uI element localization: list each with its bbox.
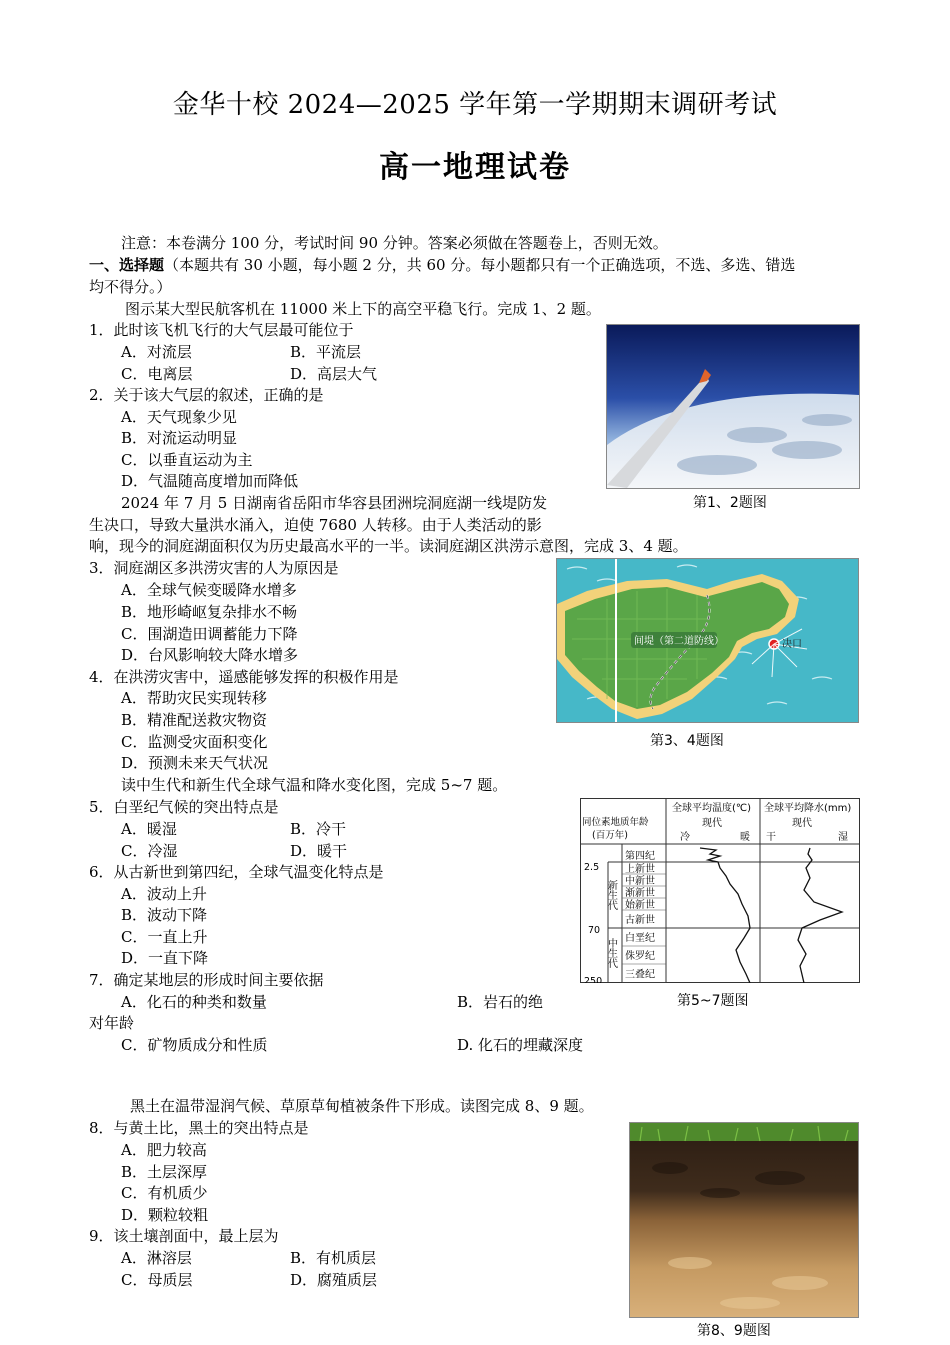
q4-option-a: A．帮助灾民实现转移 bbox=[121, 689, 267, 707]
caption-fig34: 第3、4题图 bbox=[650, 733, 724, 749]
flood-map bbox=[556, 558, 859, 723]
q7-option-a: A．化石的种类和数量 bbox=[121, 993, 267, 1011]
temp-now-label: 现代 bbox=[702, 818, 722, 829]
q8-option-c: C．有机质少 bbox=[121, 1184, 208, 1202]
era-cenozoic: 新生代 bbox=[605, 880, 617, 910]
era-mesozoic: 中生代 bbox=[605, 938, 617, 968]
tick-2-5: 2.5 bbox=[584, 862, 600, 873]
intro-q3-4-l2: 生决口，导致大量洪水涌入，迫使 7680 人转移。由于人类活动的影 bbox=[89, 516, 542, 534]
strata-climate-chart bbox=[580, 798, 860, 983]
q7-option-d: D. 化石的埋藏深度 bbox=[457, 1036, 584, 1054]
q8-stem: 8．与黄土比，黑土的突出特点是 bbox=[89, 1119, 309, 1137]
levee-label: 间堤（第二道防线） bbox=[634, 636, 724, 647]
period-label: 上新世 bbox=[625, 864, 655, 875]
intro-q3-4-l3: 响，现今的洞庭湖面积仅为历史最高水平的一半。读洞庭湖区洪涝示意图，完成 3、4 题。 bbox=[89, 537, 688, 555]
section-heading: 一、选择题 bbox=[89, 256, 165, 274]
cold-label: 冷 bbox=[680, 832, 690, 843]
q9-option-d: D．腐殖质层 bbox=[290, 1271, 378, 1289]
q7-stem: 7．确定某地层的形成时间主要依据 bbox=[89, 971, 324, 989]
section-heading-line bbox=[89, 255, 795, 277]
wet-label: 湿 bbox=[838, 832, 848, 843]
tick-250: 250 bbox=[584, 976, 603, 983]
section-desc-cont: 均不得分。） bbox=[89, 278, 172, 296]
caption-fig89: 第8、9题图 bbox=[697, 1323, 771, 1339]
rain-header: 全球平均降水(mm) bbox=[764, 803, 852, 814]
q9-option-b: B．有机质层 bbox=[290, 1249, 377, 1267]
warm-label: 暖 bbox=[740, 832, 750, 843]
q5-option-b: B．冷干 bbox=[290, 820, 347, 838]
q4-stem: 4．在洪涝灾害中，遥感能够发挥的积极作用是 bbox=[89, 668, 399, 686]
exam-subtitle: 高一地理试卷 bbox=[379, 150, 571, 185]
q4-option-c: C．监测受灾面积变化 bbox=[121, 733, 268, 751]
q6-stem: 6．从古新世到第四纪，全球气温变化特点是 bbox=[89, 863, 384, 881]
q3-option-c: C．围湖造田调蓄能力下降 bbox=[121, 625, 298, 643]
soil-profile-photo bbox=[629, 1122, 859, 1318]
rain-now-label: 现代 bbox=[792, 818, 812, 829]
q3-option-b: B．地形崎岖复杂排水不畅 bbox=[121, 603, 298, 621]
notice: 注意：本卷满分 100 分，考试时间 90 分钟。答案必须做在答题卷上，否则无效。 bbox=[121, 234, 668, 252]
q4-option-b: B．精准配送救灾物资 bbox=[121, 711, 268, 729]
breach-label: 决口 bbox=[782, 639, 802, 650]
q1-stem: 1．此时该飞机飞行的大气层最可能位于 bbox=[89, 321, 354, 339]
q2-stem: 2．关于该大气层的叙述，正确的是 bbox=[89, 386, 324, 404]
q2-option-a: A．天气现象少见 bbox=[121, 408, 237, 426]
q3-option-a: A．全球气候变暖降水增多 bbox=[121, 581, 297, 599]
q7-option-c: C．矿物质成分和性质 bbox=[121, 1036, 268, 1054]
period-label: 渐新世 bbox=[625, 888, 655, 899]
period-label: 三叠纪 bbox=[625, 969, 655, 981]
period-label: 始新世 bbox=[625, 900, 655, 911]
section-desc: （本题共有 30 小题，每小题 2 分，共 60 分。每小题都只有一个正确选项，不选、多选、错选 bbox=[164, 256, 796, 274]
intro-q3-4-l1: 2024 年 7 月 5 日湖南省岳阳市华容县团洲垸洞庭湖一线堤防发 bbox=[121, 494, 548, 512]
q5-option-a: A．暖湿 bbox=[121, 820, 177, 838]
temp-header: 全球平均温度(℃) bbox=[672, 803, 752, 814]
q2-option-c: C．以垂直运动为主 bbox=[121, 451, 253, 469]
q2-option-b: B．对流运动明显 bbox=[121, 429, 238, 447]
q5-option-d: D．暖干 bbox=[290, 842, 348, 860]
intro-q5-7: 读中生代和新生代全球气温和降水变化图，完成 5~7 题。 bbox=[121, 776, 508, 794]
caption-fig12: 第1、2题图 bbox=[693, 495, 767, 511]
q7-option-b-cont: 对年龄 bbox=[89, 1014, 135, 1032]
period-label: 第四纪 bbox=[625, 851, 655, 862]
q1-option-c: C．电离层 bbox=[121, 365, 193, 383]
q3-stem: 3．洞庭湖区多洪涝灾害的人为原因是 bbox=[89, 559, 339, 577]
q9-option-a: A．淋溶层 bbox=[121, 1249, 192, 1267]
age-header: 同位素地质年龄 bbox=[582, 817, 649, 828]
q4-option-d: D．预测未来天气状况 bbox=[121, 754, 269, 772]
q1-option-d: D．高层大气 bbox=[290, 365, 378, 383]
period-label: 白垩纪 bbox=[625, 933, 655, 944]
caption-fig57: 第5~7题图 bbox=[677, 993, 749, 1009]
q1-option-a: A．对流层 bbox=[121, 343, 192, 361]
q6-option-d: D．一直下降 bbox=[121, 949, 209, 967]
q6-option-c: C．一直上升 bbox=[121, 928, 208, 946]
period-label: 中新世 bbox=[625, 876, 655, 887]
period-label: 侏罗纪 bbox=[625, 951, 655, 962]
dry-label: 干 bbox=[766, 832, 776, 843]
q5-option-c: C．冷湿 bbox=[121, 842, 178, 860]
exam-title: 金华十校 2024—2025 学年第一学期期末调研考试 bbox=[172, 90, 778, 120]
age-unit: (百万年) bbox=[592, 830, 628, 841]
q9-stem: 9．该土壤剖面中，最上层为 bbox=[89, 1227, 279, 1245]
tick-70: 70 bbox=[588, 925, 601, 936]
q6-option-b: B．波动下降 bbox=[121, 906, 208, 924]
airplane-photo bbox=[606, 324, 860, 489]
q1-option-b: B．平流层 bbox=[290, 343, 362, 361]
period-label: 古新世 bbox=[625, 915, 655, 926]
intro-q8-9: 黑土在温带湿润气候、草原草甸植被条件下形成。读图完成 8、9 题。 bbox=[130, 1097, 594, 1115]
q8-option-a: A．肥力较高 bbox=[121, 1141, 207, 1159]
q8-option-b: B．土层深厚 bbox=[121, 1163, 208, 1181]
q6-option-a: A．波动上升 bbox=[121, 885, 207, 903]
q5-stem: 5．白垩纪气候的突出特点是 bbox=[89, 798, 279, 816]
q9-option-c: C．母质层 bbox=[121, 1271, 193, 1289]
q2-option-d: D．气温随高度增加而降低 bbox=[121, 472, 299, 490]
q7-option-b: B．岩石的绝 bbox=[457, 993, 544, 1011]
q3-option-d: D．台风影响较大降水增多 bbox=[121, 646, 299, 664]
q8-option-d: D．颗粒较粗 bbox=[121, 1206, 209, 1224]
intro-q1-2: 图示某大型民航客机在 11000 米上下的高空平稳飞行。完成 1、2 题。 bbox=[125, 300, 601, 318]
